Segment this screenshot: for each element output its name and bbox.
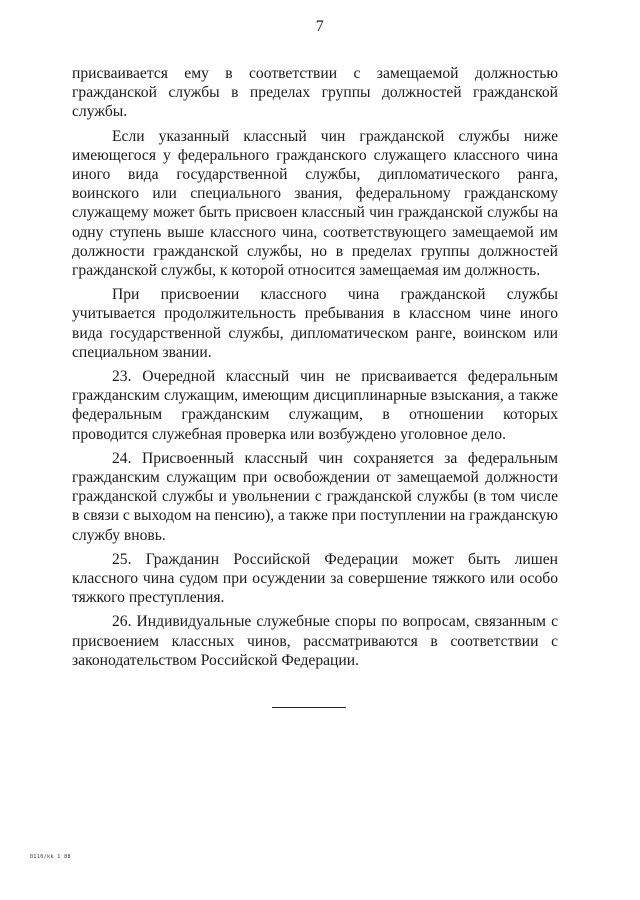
paragraph-tenure-consideration: При присвоении классного чина гражданской службы учитывается продолжительность пребывания в классном чине иного вида государственной службы, дипломатическом ранге, воинском или специальном звании. bbox=[72, 286, 558, 361]
end-of-document-rule bbox=[272, 707, 346, 708]
paragraph-26: 26. Индивидуальные служебные споры по вопросам, связанным с присвоением классных чинов, рассматриваются в соответствии с законодательством Российской Федерации. bbox=[72, 613, 558, 669]
page-number: 7 bbox=[315, 18, 325, 35]
document-body bbox=[72, 64, 558, 675]
paragraph-23: 23. Очередной классный чин не присваивается федеральным гражданским служащим, имеющим дисциплинарные взыскания, а также федеральным гражданским служащим, в отношении которых проводится служебная проверка или возбуждено уголовное дело. bbox=[72, 368, 558, 443]
paragraph-25: 25. Гражданин Российской Федерации может быть лишен классного чина судом при осуждении за совершение тяжкого или особо тяжкого преступления. bbox=[72, 550, 558, 607]
paragraph-higher-rank: Если указанный классный чин гражданской службы ниже имеющегося у федерального гражданского служащего классного чина иного вида государственной службы, дипломатического ранга, воинского или специального звания, федеральному гражданскому служащему может быть присвоен классный чин гражданской службы на одну ступень выше классного чина, соответствующего замещаемой им должности гражданской службы, но в пределах группы должностей гражданской службы, к которой относится замещаемая им должность. bbox=[72, 127, 558, 280]
paragraph-24: 24. Присвоенный классный чин сохраняется за федеральным гражданским служащим при освобождении от замещаемой должности гражданской службы и увольнении с гражданской службы (в том числе в связи с выходом на пенсию), а также при поступлении на гражданскую службу вновь. bbox=[72, 449, 558, 544]
footer-document-code: 0110/kk 1 88 bbox=[30, 854, 71, 860]
paragraph-continuation: присваивается ему в соответствии с замещаемой должностью гражданской службы в пределах группы должностей гражданской службы. bbox=[72, 65, 558, 121]
